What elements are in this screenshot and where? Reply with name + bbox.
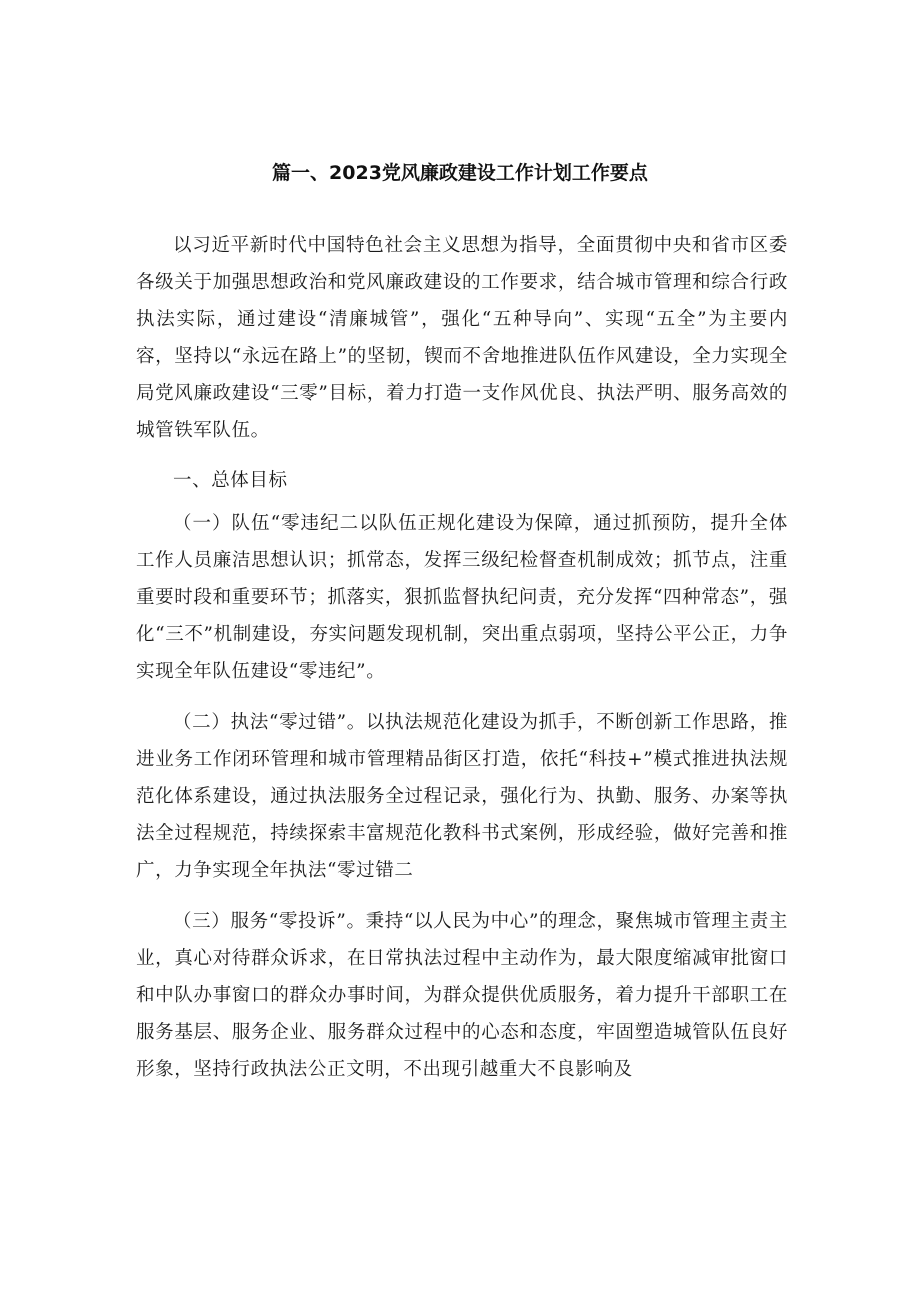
section-heading: 一、总体目标 bbox=[173, 470, 288, 491]
intro-paragraph: 以习近平新时代中国特色社会主义思想为指导，全面贯彻中央和省市区委各级关于加强思想政治和党风廉政建设的工作要求，结合城市管理和综合行政执法实际，通过建设“清廉城管”，强化“五种导向”、实现“五全”为主要内容，坚持以“永远在路上”的坚韧，锲而不舍地推进队伍作风建设，全力实现全局党风廉政建设“三零”目标，着力打造一支作风优良、执法严明、服务高效的城管铁军队伍。 bbox=[136, 235, 788, 441]
goal-paragraph-1: （一）队伍“零违纪二以队伍正规化建设为保障，通过抓预防，提升全体工作人员廉洁思想认识；抓常态，发挥三级纪检督查机制成效；抓节点，注重重要时段和重要环节；抓落实，狠抓监督执纪问责，充分发挥“四种常态”，强化“三不”机制建设，夯实问题发现机制，突出重点弱项，坚持公平公正，力争实现全年队伍建设“零违纪”。 bbox=[136, 513, 788, 682]
goal-paragraph-3: （三）服务“零投诉”。秉持“以人民为中心”的理念，聚焦城市管理主责主业，真心对待群众诉求，在日常执法过程中主动作为，最大限度缩减审批窗口和中队办事窗口的群众办事时间，为群众提供优质服务，着力提升干部职工在服务基层、服务企业、服务群众过程中的心态和态度，牢固塑造城管队伍良好形象，坚持行政执法公正文明，不出现引越重大不良影响及 bbox=[136, 911, 788, 1080]
document-title: 篇一、2023党风廉政建设工作计划工作要点 bbox=[272, 162, 648, 184]
goal-paragraph-2: （二）执法“零过错”。以执法规范化建设为抓手，不断创新工作思路，推进业务工作闭环管理和城市管理精品街区打造，依托“科技+”模式推进执法规范化体系建设，通过执法服务全过程记录，强化行为、执勤、服务、办案等执法全过程规范，持续探索丰富规范化教科书式案例，形成经验，做好完善和推广，力争实现全年执法“零过错二 bbox=[136, 712, 788, 881]
document-body bbox=[136, 227, 788, 1102]
